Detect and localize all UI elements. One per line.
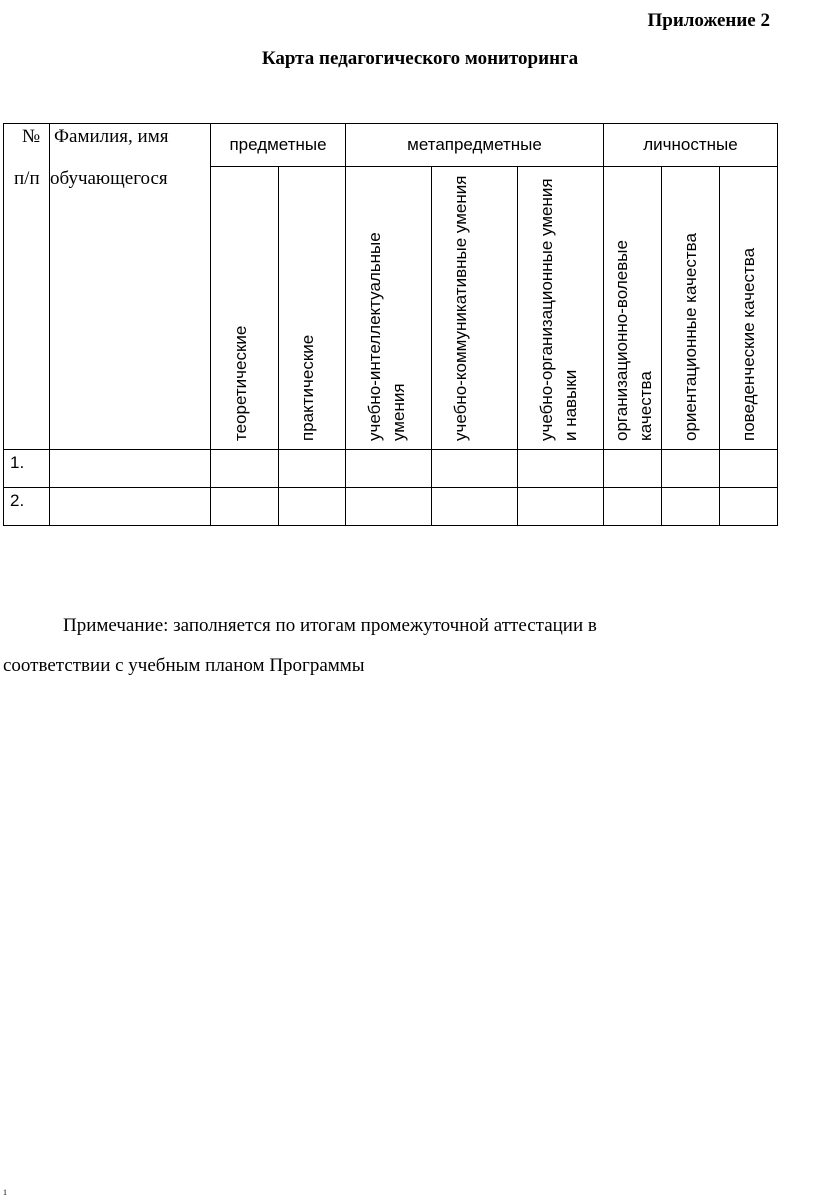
subheader-volitional: организационно-волевые качества (612, 240, 655, 441)
subheader-communicative: учебно-коммуникативные умения (451, 175, 470, 441)
subheader-intellectual: учебно-интеллектуальные умения (365, 232, 408, 441)
table-cell[interactable] (432, 450, 518, 488)
table-cell[interactable] (279, 450, 346, 488)
subheader-cell (279, 167, 346, 450)
subheader-cell (346, 167, 432, 450)
table-cell[interactable] (211, 488, 279, 526)
subheader-cell (211, 167, 279, 450)
note-line-1: Примечание: заполняется по итогам промежуточной аттестации в (63, 615, 597, 636)
page-number: 1 (3, 1188, 7, 1197)
subheader-cell (604, 167, 662, 450)
monitoring-table (3, 123, 778, 526)
table-row (4, 450, 778, 488)
header-number (4, 124, 50, 450)
table-cell[interactable] (346, 488, 432, 526)
note-line-2: соответствии с учебным планом Программы (3, 655, 365, 676)
table-cell[interactable] (720, 488, 778, 526)
table-cell[interactable] (279, 488, 346, 526)
subheader-theoretical: теоретические (231, 325, 250, 441)
appendix-label: Приложение 2 (647, 10, 770, 31)
subheader-practical: практические (298, 334, 317, 441)
row-number: 1. (4, 450, 50, 488)
table-cell[interactable] (518, 450, 604, 488)
subheader-cell (432, 167, 518, 450)
subheader-organizational: учебно-организационные умения и навыки (537, 178, 580, 441)
table-cell[interactable] (50, 450, 211, 488)
table-cell[interactable] (604, 488, 662, 526)
table-cell[interactable] (662, 450, 720, 488)
table-cell[interactable] (518, 488, 604, 526)
table-cell[interactable] (211, 450, 279, 488)
subheader-orientational: ориентационные качества (681, 233, 700, 441)
header-number-line2: п/п (14, 168, 40, 189)
subheader-cell (662, 167, 720, 450)
note (3, 606, 803, 686)
row-number: 2. (4, 488, 50, 526)
table-row (4, 488, 778, 526)
table-cell[interactable] (346, 450, 432, 488)
group-personal: личностные (604, 124, 778, 167)
header-name (50, 124, 211, 450)
page-title: Карта педагогического мониторинга (261, 48, 579, 69)
header-name-line1: Фамилия, имя (54, 126, 169, 147)
header-name-line2: обучающегося (50, 168, 168, 189)
header-number-line1: № (22, 126, 41, 147)
table-cell[interactable] (432, 488, 518, 526)
subheader-behavioral: поведенческие качества (739, 247, 758, 441)
group-subject: предметные (211, 124, 346, 167)
table-cell[interactable] (720, 450, 778, 488)
table-cell[interactable] (604, 450, 662, 488)
table-cell[interactable] (50, 488, 211, 526)
group-metasubject: метапредметные (346, 124, 604, 167)
subheader-cell (720, 167, 778, 450)
table-cell[interactable] (662, 488, 720, 526)
subheader-cell (518, 167, 604, 450)
